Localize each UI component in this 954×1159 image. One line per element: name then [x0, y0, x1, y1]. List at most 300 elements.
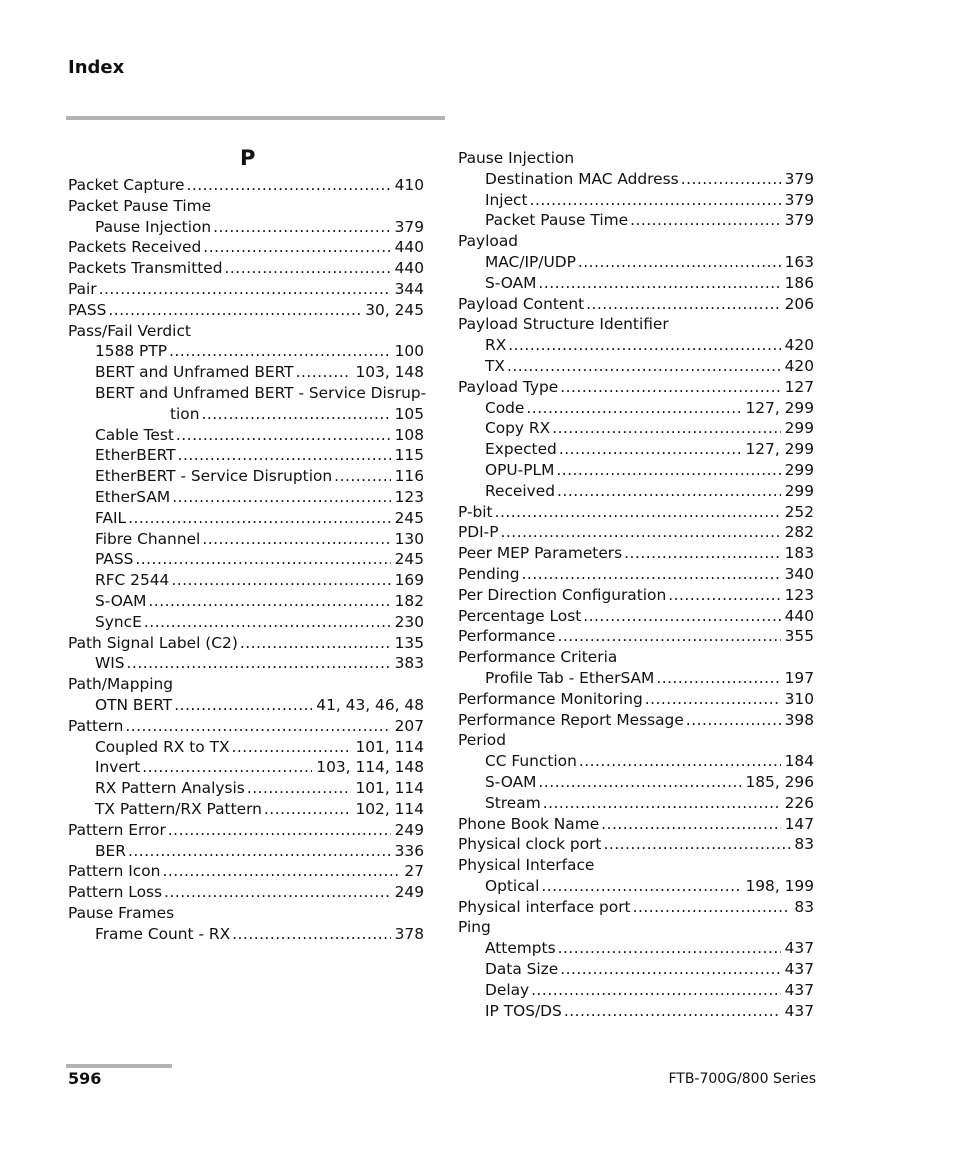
index-term: S-OAM: [485, 273, 537, 292]
index-term: Pause Frames: [68, 903, 175, 922]
dot-leader: [583, 606, 780, 627]
index-entry: [68, 716, 424, 737]
index-term: Fibre Channel: [95, 529, 201, 548]
index-page-refs: 383: [394, 654, 424, 673]
index-subentry: [68, 841, 424, 862]
index-term: Packet Capture: [68, 176, 185, 194]
dot-leader: [603, 834, 790, 855]
index-term: 1588 PTP: [95, 342, 168, 361]
index-subentry: [68, 341, 424, 362]
index-page-refs: 420: [784, 356, 814, 375]
dot-leader: [202, 529, 390, 550]
index-entry: [458, 294, 814, 315]
index-page-refs: 127, 299: [745, 440, 814, 459]
dot-leader: [686, 710, 781, 731]
index-term: Path/Mapping: [68, 675, 174, 694]
index-entry: [68, 903, 424, 924]
section-letter: P: [240, 146, 256, 170]
index-term: tion: [170, 404, 200, 423]
index-page-refs: 101, 114: [355, 779, 424, 798]
index-entry: [68, 175, 424, 196]
dot-leader: [164, 882, 391, 903]
index-subentry: [458, 335, 814, 356]
index-subentry: [68, 508, 424, 529]
index-term: Payload Structure Identifier: [458, 315, 669, 334]
dot-leader: [541, 876, 741, 897]
dot-leader: [508, 335, 780, 356]
index-page-refs: 420: [784, 336, 814, 355]
index-entry: [458, 585, 814, 606]
index-page-refs: 437: [784, 960, 814, 979]
header-divider: [66, 116, 445, 120]
index-entry: [458, 730, 814, 751]
index-subentry: [458, 751, 814, 772]
dot-leader: [526, 398, 741, 419]
index-entry: [458, 564, 814, 585]
index-page-refs: 336: [394, 841, 424, 860]
index-term: Inject: [485, 190, 528, 209]
index-entry: [68, 861, 424, 882]
index-term: Expected: [485, 440, 557, 459]
index-entry: [458, 917, 814, 938]
dot-leader: [630, 210, 781, 231]
index-term: OPU-PLM: [485, 460, 555, 479]
dot-leader: [264, 799, 352, 820]
dot-leader: [557, 481, 781, 502]
index-page-refs: 185, 296: [745, 772, 814, 791]
index-page-refs: 437: [784, 1001, 814, 1020]
dot-leader: [668, 585, 780, 606]
index-page-refs: 249: [394, 883, 424, 902]
index-entry: [68, 300, 424, 321]
dot-leader: [232, 737, 352, 758]
dot-leader: [334, 466, 390, 487]
index-term: Performance Report Message: [458, 710, 684, 729]
index-entry: [68, 279, 424, 300]
dot-leader: [142, 757, 312, 778]
dot-leader: [579, 751, 781, 772]
dot-leader: [564, 1001, 781, 1022]
index-subentry: [458, 772, 814, 793]
index-entry: [458, 606, 814, 627]
dot-leader: [633, 897, 791, 918]
dot-leader: [586, 294, 780, 315]
index-term: TX Pattern/RX Pattern: [95, 799, 262, 818]
page-header-title: Index: [68, 57, 125, 78]
index-term: Data Size: [485, 960, 559, 979]
index-page-refs: 127: [784, 377, 814, 396]
index-subentry: [68, 612, 424, 633]
index-entry: [68, 674, 424, 695]
dot-leader: [178, 445, 391, 466]
dot-leader: [213, 217, 390, 238]
index-subentry: [68, 549, 424, 570]
index-entry: [458, 689, 814, 710]
index-page-refs: 437: [784, 939, 814, 958]
index-page-refs: 83: [794, 897, 814, 916]
index-page-refs: 299: [784, 481, 814, 500]
index-subentry: [458, 356, 814, 377]
index-subentry: [458, 210, 814, 231]
dot-leader: [530, 190, 781, 211]
index-term: Period: [458, 731, 506, 750]
index-page-refs: 100: [394, 342, 424, 361]
index-subentry: [68, 383, 427, 404]
index-term: Profile Tab - EtherSAM: [485, 668, 655, 687]
dot-leader: [171, 570, 390, 591]
index-page-refs: 163: [784, 252, 814, 271]
index-entry: [458, 814, 814, 835]
index-page-refs: 123: [394, 487, 424, 506]
index-page-refs: 299: [784, 419, 814, 438]
dot-leader: [148, 591, 390, 612]
index-term: Path Signal Label (C2): [68, 633, 238, 652]
index-term: S-OAM: [485, 772, 537, 791]
index-page-refs: 130: [394, 529, 424, 548]
product-series: FTB-700G/800 Series: [668, 1071, 816, 1087]
index-page-refs: 41, 43, 46, 48: [316, 695, 424, 714]
index-term: Invert: [95, 758, 141, 777]
index-term: Physical Interface: [458, 856, 595, 875]
dot-leader: [135, 549, 390, 570]
index-term: Payload Content: [458, 294, 585, 313]
index-term: CC Function: [485, 752, 577, 771]
index-page-refs: 169: [394, 571, 424, 590]
index-entry: [458, 522, 814, 543]
index-page-refs: 344: [394, 279, 424, 298]
index-page-refs: 310: [784, 689, 814, 708]
dot-leader: [128, 508, 391, 529]
index-page-refs: 379: [784, 169, 814, 188]
index-page-refs: 105: [394, 404, 424, 423]
index-subentry: [458, 439, 814, 460]
index-page-refs: 379: [784, 190, 814, 209]
index-page-refs: 103, 148: [355, 363, 424, 382]
index-term: Coupled RX to TX: [95, 737, 230, 756]
index-subentry: [458, 1001, 814, 1022]
dot-leader: [128, 841, 391, 862]
dot-leader: [624, 543, 780, 564]
dot-leader: [240, 633, 391, 654]
index-entry: [458, 377, 814, 398]
index-page-refs: 282: [784, 523, 814, 542]
index-entry: [68, 882, 424, 903]
dot-leader: [162, 861, 400, 882]
index-term: TX: [485, 356, 505, 375]
index-page-refs: 379: [784, 211, 814, 230]
index-term: Cable Test: [95, 425, 174, 444]
index-page-refs: 245: [394, 508, 424, 527]
dot-leader: [543, 793, 781, 814]
index-entry: [458, 502, 814, 523]
index-term: Payload Type: [458, 377, 559, 396]
dot-leader: [296, 362, 352, 383]
index-page-refs: 182: [394, 591, 424, 610]
index-term: OTN BERT: [95, 695, 173, 714]
index-page-refs: 186: [784, 273, 814, 292]
dot-leader: [495, 502, 781, 523]
index-entry: [68, 258, 424, 279]
index-term: Stream: [485, 793, 541, 812]
index-term: Peer MEP Parameters: [458, 544, 623, 563]
index-entry: [68, 196, 424, 217]
index-subentry: [68, 591, 424, 612]
dot-leader: [232, 924, 390, 945]
index-term: RFC 2544: [95, 571, 170, 590]
index-page-refs: 440: [784, 606, 814, 625]
index-term: Pattern Loss: [68, 883, 163, 902]
dot-leader: [203, 237, 390, 258]
dot-leader: [558, 626, 781, 647]
index-page-refs: 206: [784, 294, 814, 313]
index-term: Pattern Icon: [68, 862, 161, 881]
index-subentry: [68, 445, 424, 466]
index-subentry: [68, 778, 424, 799]
index-subentry: [458, 398, 814, 419]
index-subentry: [458, 460, 814, 481]
dot-leader: [186, 175, 390, 196]
dot-leader: [656, 668, 780, 689]
index-subentry: [458, 876, 814, 897]
index-term: Performance: [458, 627, 556, 646]
index-entry: [68, 321, 424, 342]
index-subentry: [458, 252, 814, 273]
index-subentry: [68, 924, 424, 945]
dot-leader: [125, 716, 390, 737]
index-page-refs: 30, 245: [365, 300, 424, 319]
index-entry: [458, 231, 814, 252]
index-term: RX Pattern Analysis: [95, 779, 245, 798]
index-entry: [458, 855, 814, 876]
index-term: BERT and Unframed BERT - Service Disrup-: [95, 383, 427, 402]
index-entry: [458, 834, 814, 855]
index-subentry: [68, 757, 424, 778]
index-entry: [458, 710, 814, 731]
index-entry: [68, 633, 424, 654]
index-term: BERT and Unframed BERT: [95, 363, 294, 382]
index-entry: [458, 314, 814, 335]
index-term: Packet Pause Time: [68, 196, 212, 215]
index-page-refs: 252: [784, 502, 814, 521]
index-page-refs: 437: [784, 980, 814, 999]
index-entry: [68, 820, 424, 841]
index-term: Received: [485, 481, 556, 500]
index-page-refs: 226: [784, 793, 814, 812]
index-term: Attempts: [485, 939, 556, 958]
index-page-refs: 183: [784, 544, 814, 563]
index-page-refs: 440: [394, 238, 424, 257]
index-page-refs: 230: [394, 612, 424, 631]
index-subentry: [68, 529, 424, 550]
index-page-refs: 147: [784, 814, 814, 833]
index-column-right: [458, 148, 814, 1021]
index-term: EtherSAM: [95, 487, 171, 506]
index-term: Code: [485, 398, 525, 417]
index-subentry: [68, 570, 424, 591]
index-page-refs: 379: [394, 217, 424, 236]
index-page-refs: 83: [794, 835, 814, 854]
index-term: SyncE: [95, 612, 142, 631]
index-term: Percentage Lost: [458, 606, 582, 625]
index-page-refs: 378: [394, 924, 424, 943]
index-subentry: [68, 362, 424, 383]
index-subentry: [458, 668, 814, 689]
index-entry: [458, 647, 814, 668]
index-term: Pause Injection: [95, 217, 212, 236]
index-term: Frame Count - RX: [95, 924, 231, 943]
index-subentry: [68, 695, 424, 716]
index-page-refs: 198, 199: [745, 876, 814, 895]
index-term: Copy RX: [485, 419, 551, 438]
index-term: Ping: [458, 918, 491, 937]
index-page-refs: 207: [394, 716, 424, 735]
index-page-refs: 115: [394, 446, 424, 465]
index-term: P-bit: [458, 502, 493, 521]
index-subentry: [458, 481, 814, 502]
index-subentry: [68, 425, 424, 446]
index-page-refs: 410: [394, 176, 424, 194]
dot-leader: [176, 425, 391, 446]
dot-leader: [645, 689, 781, 710]
index-term: Pair: [68, 279, 97, 298]
dot-leader: [247, 778, 352, 799]
index-page-refs: 27: [404, 862, 424, 881]
index-page-refs: 340: [784, 564, 814, 583]
dot-leader: [501, 522, 781, 543]
index-page-refs: 184: [784, 752, 814, 771]
index-term: FAIL: [95, 508, 127, 527]
dot-leader: [552, 418, 780, 439]
index-page-refs: 108: [394, 425, 424, 444]
index-subentry: [458, 938, 814, 959]
index-entry: [68, 237, 424, 258]
index-term: PASS: [68, 300, 107, 319]
dot-leader: [507, 356, 781, 377]
index-term: Packets Transmitted: [68, 259, 223, 278]
index-term: Pass/Fail Verdict: [68, 321, 191, 340]
index-term: IP TOS/DS: [485, 1001, 562, 1020]
index-term: Delay: [485, 980, 530, 999]
index-page-refs: 355: [784, 627, 814, 646]
index-term: Packets Received: [68, 238, 202, 257]
index-entry: [458, 543, 814, 564]
index-term: PDI-P: [458, 523, 499, 542]
index-term: EtherBERT: [95, 446, 176, 465]
index-subentry: [68, 466, 424, 487]
index-subentry: [458, 273, 814, 294]
dot-leader: [531, 980, 780, 1001]
dot-leader: [560, 377, 780, 398]
dot-leader: [108, 300, 361, 321]
index-subentry: [68, 487, 424, 508]
index-page-refs: 135: [394, 633, 424, 652]
dot-leader: [99, 279, 391, 300]
index-term: Pause Injection: [458, 149, 575, 167]
index-subentry: [68, 737, 424, 758]
index-page-refs: 127, 299: [745, 398, 814, 417]
index-subentry: [458, 959, 814, 980]
dot-leader: [127, 653, 391, 674]
index-subentry: [68, 799, 424, 820]
index-term: Pattern: [68, 716, 124, 735]
index-term: Payload: [458, 232, 519, 251]
index-entry: [458, 626, 814, 647]
index-term: Phone Book Name: [458, 814, 600, 833]
dot-leader: [201, 404, 390, 425]
index-page-refs: 245: [394, 550, 424, 569]
page-number: 596: [68, 1069, 102, 1088]
index-term: Performance Criteria: [458, 648, 618, 667]
index-subentry: [458, 980, 814, 1001]
dot-leader: [538, 273, 780, 294]
dot-leader: [601, 814, 780, 835]
dot-leader: [560, 959, 780, 980]
index-term: BER: [95, 841, 126, 860]
index-page-refs: 398: [784, 710, 814, 729]
dot-leader: [558, 938, 781, 959]
index-page-refs: 197: [784, 668, 814, 687]
dot-leader: [522, 564, 781, 585]
index-page-refs: 123: [784, 585, 814, 604]
footer-divider: [66, 1064, 172, 1068]
index-page-refs: 101, 114: [355, 737, 424, 756]
index-term: PASS: [95, 550, 134, 569]
index-term: EtherBERT - Service Disruption: [95, 467, 333, 486]
dot-leader: [681, 169, 781, 190]
dot-leader: [578, 252, 781, 273]
index-term: Packet Pause Time: [485, 211, 629, 230]
index-entry: [458, 148, 814, 169]
index-term: MAC/IP/UDP: [485, 252, 576, 271]
index-term: Physical clock port: [458, 835, 602, 854]
index-subentry: [68, 217, 424, 238]
dot-leader: [225, 258, 391, 279]
index-term: RX: [485, 336, 507, 355]
index-column-left: [68, 175, 427, 944]
dot-leader: [144, 612, 391, 633]
index-subentry: [458, 169, 814, 190]
index-term: Physical interface port: [458, 897, 631, 916]
dot-leader: [538, 772, 741, 793]
index-term: WIS: [95, 654, 125, 673]
index-term: Per Direction Configuration: [458, 585, 667, 604]
dot-leader: [559, 439, 742, 460]
index-page-refs: 116: [394, 467, 424, 486]
index-term: Performance Monitoring: [458, 689, 643, 708]
index-term: Pattern Error: [68, 820, 166, 839]
dot-leader: [174, 695, 312, 716]
dot-leader: [556, 460, 780, 481]
dot-leader: [172, 487, 390, 508]
index-subentry: [458, 190, 814, 211]
index-term: Pending: [458, 564, 520, 583]
dot-leader: [168, 820, 391, 841]
index-page-refs: 102, 114: [355, 799, 424, 818]
index-page-refs: 103, 114, 148: [316, 758, 424, 777]
index-term: Destination MAC Address: [485, 169, 679, 188]
index-entry: [458, 897, 814, 918]
index-page-refs: 440: [394, 259, 424, 278]
index-page-refs: 299: [784, 460, 814, 479]
index-page-refs: 249: [394, 820, 424, 839]
index-subentry: [458, 418, 814, 439]
index-subentry: [68, 653, 424, 674]
index-term: S-OAM: [95, 591, 147, 610]
index-subentry: [68, 404, 424, 425]
index-subentry: [458, 793, 814, 814]
dot-leader: [169, 341, 391, 362]
index-term: Optical: [485, 876, 540, 895]
